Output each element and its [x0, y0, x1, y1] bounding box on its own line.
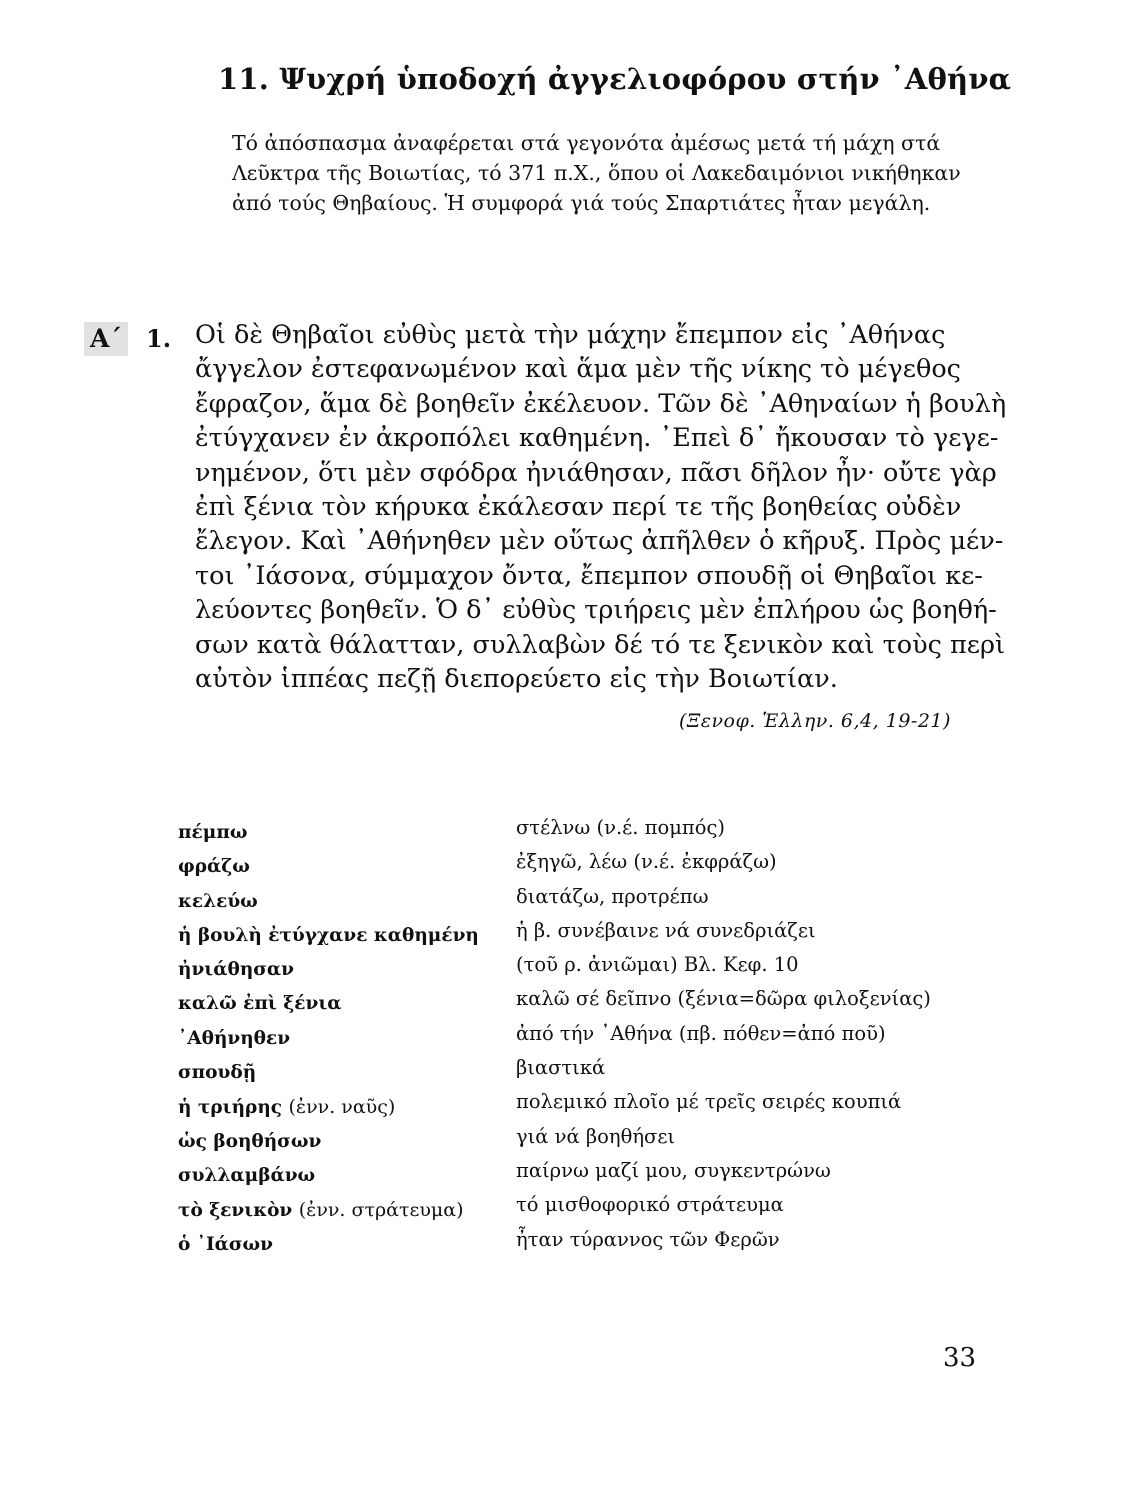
section-marker: Α΄	[84, 322, 128, 356]
glossary-term: φράζω	[178, 856, 250, 878]
passage-line: σων κατὰ θάλατταν, συλλαβὼν δέ τό τε ξενικὸν καὶ τοὺς περὶ	[195, 629, 1005, 660]
ancient-text-passage	[195, 318, 1006, 696]
passage-line: ἐτύγχανεν ἐν ἀκροπόλει καθημένη. ᾿Επεὶ δ᾿ ἤκουσαν τὸ γεγε-	[195, 423, 999, 454]
intro-paragraph	[232, 128, 992, 218]
glossary-definition: ἡ β. συνέβαινε νά συνεδριάζει	[516, 918, 816, 942]
glossary-definition: τό μισθοφορικό στράτευμα	[516, 1193, 784, 1217]
page-number: 33	[943, 1343, 977, 1373]
glossary-definition: (τοῦ ρ. ἀνιῶμαι) Βλ. Κεφ. 10	[516, 953, 799, 977]
glossary-definition: παίρνω μαζί μου, συγκεντρώνω	[516, 1158, 831, 1182]
glossary-term: ἡ βουλὴ ἐτύγχανε καθημένη	[178, 924, 479, 946]
passage-line: λεύοντες βοηθεῖν. Ὁ δ᾿ εὐθὺς τριήρεις μὲν ἐπλήρου ὡς βοηθή-	[195, 595, 997, 626]
glossary-definition: γιά νά βοηθήσει	[516, 1124, 676, 1148]
intro-line: Λεῦκτρα τῆς Βοιωτίας, τό 371 π.Χ., ὅπου οἱ Λακεδαιμόνιοι νικήθηκαν	[232, 161, 961, 185]
passage-line: Οἱ δὲ Θηβαῖοι εὐθὺς μετὰ τὴν μάχην ἔπεμπον εἰς ᾿Αθήνας	[195, 320, 946, 350]
glossary-term: σπουδῇ	[178, 1062, 257, 1084]
glossary-term: τὸ ξενικὸν (ἐνν. στράτευμα)	[178, 1199, 464, 1222]
passage-line: νημένον, ὅτι μὲν σφόδρα ἠνιάθησαν, πᾶσι δῆλον ἦν· οὔτε γὰρ	[195, 457, 997, 488]
glossary-term: καλῶ ἐπὶ ξένια	[178, 993, 342, 1015]
glossary-definition: πολεμικό πλοῖο μέ τρεῖς σειρές κουπιά	[516, 1090, 902, 1114]
passage-line: ἐπὶ ξένια τὸν κήρυκα ἐκάλεσαν περί τε τῆς βοηθείας οὐδὲν	[195, 492, 962, 523]
source-citation: (Ξενοφ. Ἑλλην. 6,4, 19-21)	[679, 710, 951, 732]
passage-line: ἔφραζον, ἅμα δὲ βοηθεῖν ἐκέλευον. Τῶν δὲ ᾿Αθηναίων ἡ βουλὴ	[195, 388, 1007, 419]
page-title: 11. Ψυχρή ὑποδοχή ἀγγελιοφόρου στήν ᾿Αθήνα	[218, 62, 1012, 96]
glossary-term: ὡς βοηθήσων	[178, 1130, 322, 1152]
passage-number: 1.	[146, 324, 172, 353]
glossary-definition: ἦταν τύραννος τῶν Φερῶν	[516, 1227, 780, 1251]
glossary-term: συλλαμβάνω	[178, 1164, 316, 1186]
passage-line: ἔλεγον. Καὶ ᾿Αθήνηθεν μὲν οὕτως ἀπῆλθεν ὁ κῆρυξ. Πρὸς μέν-	[195, 526, 1004, 557]
glossary-definition: διατάζω, προτρέπω	[516, 884, 709, 908]
glossary-definition: βιαστικά	[516, 1056, 606, 1080]
passage-line: τοι ᾿Ιάσονα, σύμμαχον ὄντα, ἔπεμπον σπουδῇ οἱ Θηβαῖοι κε-	[195, 560, 983, 591]
glossary-definition: ἀπό τήν ᾿Αθήνα (πβ. πόθεν=ἀπό ποῦ)	[516, 1021, 886, 1045]
glossary-term: πέμπω	[178, 822, 248, 843]
glossary-term: ἠνιάθησαν	[178, 959, 294, 981]
glossary-definition: στέλνω (ν.έ. πομπός)	[516, 816, 725, 839]
intro-line: ἀπό τούς Θηβαίους. Ἡ συμφορά γιά τούς Σπαρτιάτες ἦταν μεγάλη.	[232, 191, 931, 215]
glossary-term: ᾿Αθήνηθεν	[178, 1027, 291, 1049]
intro-line: Τό ἀπόσπασμα ἀναφέρεται στά γεγονότα ἀμέσως μετά τή μάχη στά	[232, 131, 941, 155]
glossary-term-note: (ἐνν. στράτευμα)	[298, 1199, 464, 1222]
passage-line: αὐτὸν ἱππέας πεζῇ διεπορεύετο εἰς τὴν Βοιωτίαν.	[195, 664, 838, 695]
passage-line: ἄγγελον ἐστεφανωμένον καὶ ἅμα μὲν τῆς νίκης τὸ μέγεθος	[195, 354, 961, 385]
glossary-term: ὁ ᾿Ιάσων	[178, 1233, 274, 1255]
glossary-term: ἡ τριήρης (ἐνν. ναῦς)	[178, 1096, 396, 1119]
glossary-definition: καλῶ σέ δεῖπνο (ξένια=δῶρα φιλοξενίας)	[516, 987, 931, 1011]
glossary-term-note: (ἐνν. ναῦς)	[288, 1096, 396, 1119]
glossary-definition: ἐξηγῶ, λέω (ν.έ. ἐκφράζω)	[516, 850, 777, 874]
glossary-term: κελεύω	[178, 890, 258, 912]
